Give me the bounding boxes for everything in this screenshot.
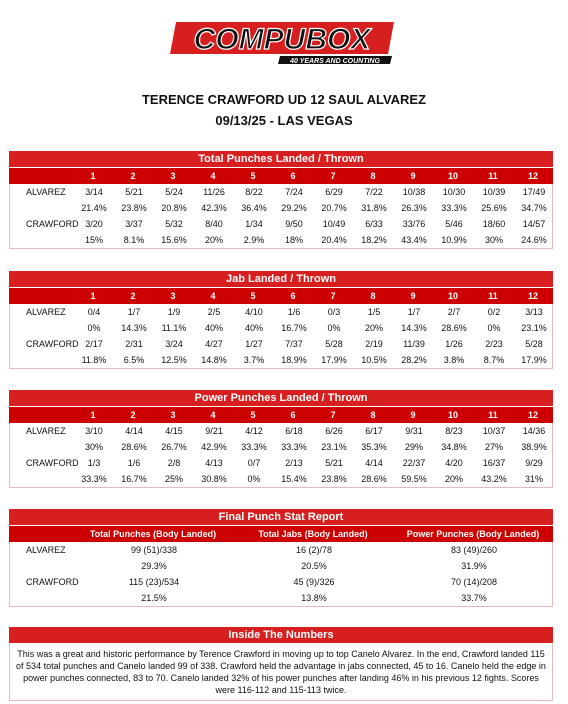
- alvarez-landed-thrown-cell: 8/22: [245, 187, 263, 197]
- round-header: [9, 288, 553, 304]
- crawford-percentage-cell: 28.2%: [401, 355, 427, 365]
- crawford-landed-thrown-cell: 7/37: [285, 339, 303, 349]
- alvarez-landed-thrown-cell: 1/7: [407, 307, 421, 317]
- crawford-percentage-cell: 21.5%: [141, 593, 167, 603]
- alvarez-percentage-cell: 26.3%: [401, 203, 427, 213]
- round-header-11: 11: [488, 291, 498, 301]
- round-header-3: 3: [170, 171, 176, 181]
- crawford-landed-thrown-cell: 4/20: [445, 458, 463, 468]
- crawford-landed-thrown-cell: 33/76: [402, 219, 426, 229]
- alvarez-landed-thrown-cell: 1/7: [127, 307, 141, 317]
- crawford-landed-thrown-cell: 3/20: [85, 219, 103, 229]
- final-report-section: [9, 509, 553, 607]
- alvarez-landed-thrown-cell: 1/5: [367, 307, 381, 317]
- crawford-landed-thrown-cell: 4/27: [205, 339, 223, 349]
- fighter-name-alvarez: ALVAREZ: [26, 307, 66, 317]
- crawford-landed-thrown-cell: 5/32: [165, 219, 183, 229]
- table-row: [10, 184, 554, 200]
- round-header-7: 7: [330, 171, 336, 181]
- fighter-name-crawford: CRAWFORD: [26, 339, 79, 349]
- crawford-percentage-cell: 20%: [204, 235, 223, 245]
- fighter-name-spacer: [10, 320, 74, 336]
- alvarez-percentage-cell: 14.3%: [121, 323, 147, 333]
- crawford-landed-thrown-cell: 2/8: [167, 458, 181, 468]
- crawford-landed-thrown-cell: 115 (23)/534: [128, 577, 180, 587]
- crawford-percentage-cell: 3.7%: [243, 355, 265, 365]
- round-header-12: 12: [527, 410, 538, 420]
- alvarez-landed-thrown-cell: 10/37: [482, 426, 506, 436]
- crawford-percentage-cell: 12.5%: [161, 355, 187, 365]
- alvarez-landed-thrown-cell: 4/15: [165, 426, 183, 436]
- alvarez-percentage-cell: 29.2%: [281, 203, 307, 213]
- crawford-landed-thrown-cell: 10/49: [322, 219, 346, 229]
- fighter-name-crawford: CRAWFORD: [26, 458, 79, 468]
- table-row: [10, 590, 554, 606]
- alvarez-landed-thrown-cell: 10/39: [482, 187, 506, 197]
- alvarez-landed-thrown-cell: 4/12: [245, 426, 263, 436]
- alvarez-percentage-cell: 40%: [204, 323, 223, 333]
- inside-numbers-text: This was a great and historic performance by Terence Crawford in moving up to top Canelo Alvarez. In the end, Crawford landed 115 of 534 total punches and Canelo landed 99 of 338. Crawford held the advantage in jabs connected, 45 to 16. Canelo held the edge in power punches connected, 83 to 70. Canelo landed 32% of his power punches after landing 46% in his previous 12 fights. Scores were 116-112 and 115-113 twice.: [16, 649, 546, 695]
- crawford-percentage-cell: 25%: [164, 474, 183, 484]
- crawford-percentage-cell: 8.7%: [483, 355, 505, 365]
- alvarez-percentage-cell: 21.4%: [81, 203, 107, 213]
- crawford-percentage-cell: 31%: [524, 474, 543, 484]
- crawford-landed-thrown-cell: 5/21: [325, 458, 343, 468]
- final-report-table: [10, 542, 554, 606]
- table-row: [10, 455, 554, 471]
- alvarez-landed-thrown-cell: 7/22: [365, 187, 383, 197]
- crawford-landed-thrown-cell: 4/13: [205, 458, 223, 468]
- alvarez-percentage-cell: 28.6%: [121, 442, 147, 452]
- alvarez-percentage-cell: 35.3%: [361, 442, 387, 452]
- round-header-3: 3: [170, 291, 176, 301]
- alvarez-percentage-cell: 14.3%: [401, 323, 427, 333]
- table-row: [10, 336, 554, 352]
- crawford-percentage-cell: 24.6%: [521, 235, 547, 245]
- round-header-9: 9: [410, 171, 416, 181]
- round-header-10: 10: [447, 291, 458, 301]
- round-header-6: 6: [290, 291, 296, 301]
- table-row: [10, 574, 554, 590]
- inside-numbers-title: Inside The Numbers: [9, 627, 553, 644]
- round-header-9: 9: [410, 410, 416, 420]
- table-row: [10, 232, 554, 248]
- alvarez-percentage-cell: 33.3%: [281, 442, 307, 452]
- final-report-header: [9, 526, 553, 542]
- round-header-8: 8: [370, 291, 376, 301]
- alvarez-percentage-cell: 26.7%: [161, 442, 187, 452]
- alvarez-landed-thrown-cell: 83 (49)/260: [450, 545, 498, 555]
- final-col-power: Power Punches (Body Landed): [406, 529, 540, 539]
- final-col-jabs: Total Jabs (Body Landed): [258, 529, 368, 539]
- alvarez-landed-thrown-cell: 0/3: [327, 307, 341, 317]
- round-header-2: 2: [130, 410, 136, 420]
- alvarez-landed-thrown-cell: 0/4: [87, 307, 101, 317]
- alvarez-landed-thrown-cell: 6/26: [325, 426, 343, 436]
- alvarez-percentage-cell: 20.5%: [301, 561, 327, 571]
- alvarez-landed-thrown-cell: 3/10: [85, 426, 103, 436]
- alvarez-percentage-cell: 0%: [487, 323, 501, 333]
- alvarez-landed-thrown-cell: 2/5: [207, 307, 221, 317]
- round-header-7: 7: [330, 291, 336, 301]
- round-header-1: 1: [90, 171, 96, 181]
- crawford-percentage-cell: 6.5%: [123, 355, 145, 365]
- round-header-2: 2: [130, 291, 136, 301]
- table-row: [10, 216, 554, 232]
- alvarez-percentage-cell: 16.7%: [281, 323, 307, 333]
- crawford-percentage-cell: 2.9%: [243, 235, 265, 245]
- crawford-landed-thrown-cell: 1/26: [445, 339, 463, 349]
- crawford-landed-thrown-cell: 9/29: [525, 458, 543, 468]
- round-header-6: 6: [290, 171, 296, 181]
- round-header-1: 1: [90, 410, 96, 420]
- crawford-landed-thrown-cell: 9/50: [285, 219, 303, 229]
- table-row: [10, 542, 554, 558]
- crawford-percentage-cell: 17.9%: [521, 355, 547, 365]
- fighter-name-crawford: CRAWFORD: [26, 577, 79, 587]
- crawford-percentage-cell: 59.5%: [401, 474, 427, 484]
- alvarez-landed-thrown-cell: 3/14: [85, 187, 103, 197]
- crawford-landed-thrown-cell: 5/28: [525, 339, 543, 349]
- crawford-landed-thrown-cell: 5/46: [445, 219, 463, 229]
- alvarez-landed-thrown-cell: 5/24: [165, 187, 183, 197]
- round-header-8: 8: [370, 410, 376, 420]
- alvarez-percentage-cell: 25.6%: [481, 203, 507, 213]
- crawford-percentage-cell: 23.8%: [321, 474, 347, 484]
- fighter-name-spacer: [10, 471, 74, 487]
- crawford-landed-thrown-cell: 1/3: [87, 458, 101, 468]
- crawford-percentage-cell: 14.8%: [201, 355, 227, 365]
- alvarez-landed-thrown-cell: 99 (51)/338: [130, 545, 178, 555]
- fighter-name-spacer: [10, 232, 74, 248]
- crawford-landed-thrown-cell: 0/7: [247, 458, 261, 468]
- round-header-5: 5: [250, 171, 256, 181]
- alvarez-percentage-cell: 27%: [484, 442, 503, 452]
- table-row: [10, 352, 554, 368]
- crawford-percentage-cell: 15.6%: [161, 235, 187, 245]
- logo-brand: COMPUBOX: [193, 23, 371, 56]
- alvarez-percentage-cell: 33.3%: [441, 203, 467, 213]
- crawford-landed-thrown-cell: 1/34: [245, 219, 263, 229]
- fighter-name-crawford: CRAWFORD: [26, 219, 79, 229]
- crawford-landed-thrown-cell: 6/33: [365, 219, 383, 229]
- crawford-percentage-cell: 16.7%: [121, 474, 147, 484]
- crawford-percentage-cell: 15%: [84, 235, 103, 245]
- fighter-name-spacer: [10, 590, 74, 606]
- crawford-percentage-cell: 8.1%: [123, 235, 145, 245]
- alvarez-landed-thrown-cell: 10/38: [402, 187, 426, 197]
- crawford-percentage-cell: 28.6%: [361, 474, 387, 484]
- crawford-percentage-cell: 13.8%: [301, 593, 327, 603]
- alvarez-percentage-cell: 28.6%: [441, 323, 467, 333]
- crawford-landed-thrown-cell: 8/40: [205, 219, 223, 229]
- fighter-name-spacer: [10, 558, 74, 574]
- crawford-percentage-cell: 18.9%: [281, 355, 307, 365]
- power-table: [10, 423, 554, 487]
- alvarez-landed-thrown-cell: 6/18: [285, 426, 303, 436]
- alvarez-percentage-cell: 40%: [244, 323, 263, 333]
- power-section: [9, 390, 553, 488]
- crawford-percentage-cell: 43.4%: [401, 235, 427, 245]
- crawford-percentage-cell: 33.7%: [461, 593, 487, 603]
- alvarez-percentage-cell: 0%: [327, 323, 341, 333]
- alvarez-percentage-cell: 0%: [87, 323, 101, 333]
- alvarez-percentage-cell: 30%: [84, 442, 103, 452]
- round-header-11: 11: [488, 171, 498, 181]
- crawford-percentage-cell: 17.9%: [321, 355, 347, 365]
- alvarez-landed-thrown-cell: 9/21: [205, 426, 223, 436]
- crawford-percentage-cell: 18%: [284, 235, 303, 245]
- round-header-10: 10: [447, 171, 458, 181]
- final-report-title: Final Punch Stat Report: [9, 509, 553, 526]
- inside-numbers-section: [9, 627, 553, 701]
- alvarez-landed-thrown-cell: 5/21: [125, 187, 143, 197]
- round-header: [9, 168, 553, 184]
- fighter-name-alvarez: ALVAREZ: [26, 545, 66, 555]
- round-header: [9, 407, 553, 423]
- crawford-landed-thrown-cell: 11/39: [403, 339, 425, 349]
- total-punches-table: [10, 184, 554, 248]
- crawford-landed-thrown-cell: 18/60: [482, 219, 506, 229]
- round-header-2: 2: [130, 171, 136, 181]
- fight-title: TERENCE CRAWFORD UD 12 SAUL ALVAREZ: [141, 92, 427, 107]
- alvarez-percentage-cell: 29.3%: [141, 561, 167, 571]
- alvarez-landed-thrown-cell: 6/17: [365, 426, 383, 436]
- crawford-percentage-cell: 10.9%: [441, 235, 467, 245]
- alvarez-landed-thrown-cell: 16 (2)/78: [295, 545, 333, 555]
- round-header-9: 9: [410, 291, 416, 301]
- alvarez-percentage-cell: 33.3%: [241, 442, 267, 452]
- final-col-total: Total Punches (Body Landed): [89, 529, 217, 539]
- alvarez-percentage-cell: 36.4%: [241, 203, 267, 213]
- alvarez-percentage-cell: 38.9%: [521, 442, 547, 452]
- alvarez-percentage-cell: 31.9%: [461, 561, 487, 571]
- alvarez-landed-thrown-cell: 7/24: [285, 187, 303, 197]
- crawford-percentage-cell: 20%: [444, 474, 463, 484]
- alvarez-landed-thrown-cell: 2/7: [447, 307, 461, 317]
- alvarez-landed-thrown-cell: 14/36: [522, 426, 546, 436]
- table-row: [10, 558, 554, 574]
- table-row: [10, 320, 554, 336]
- round-header-4: 4: [210, 410, 216, 420]
- power-title: Power Punches Landed / Thrown: [9, 390, 553, 407]
- fight-date-venue: 09/13/25 - LAS VEGAS: [215, 113, 353, 128]
- alvarez-percentage-cell: 23.8%: [121, 203, 147, 213]
- table-row: [10, 304, 554, 320]
- crawford-percentage-cell: 18.2%: [361, 235, 387, 245]
- crawford-percentage-cell: 10.5%: [361, 355, 387, 365]
- crawford-percentage-cell: 30%: [484, 235, 503, 245]
- crawford-landed-thrown-cell: 1/6: [127, 458, 141, 468]
- alvarez-landed-thrown-cell: 1/6: [287, 307, 301, 317]
- alvarez-percentage-cell: 20%: [364, 323, 383, 333]
- alvarez-landed-thrown-cell: 9/31: [405, 426, 423, 436]
- crawford-landed-thrown-cell: 2/19: [365, 339, 383, 349]
- crawford-percentage-cell: 15.4%: [281, 474, 307, 484]
- round-header-12: 12: [527, 171, 538, 181]
- alvarez-landed-thrown-cell: 17/49: [522, 187, 546, 197]
- alvarez-percentage-cell: 42.9%: [201, 442, 227, 452]
- crawford-percentage-cell: 30.8%: [201, 474, 227, 484]
- alvarez-landed-thrown-cell: 11/26: [203, 187, 225, 197]
- jab-table: [10, 304, 554, 368]
- alvarez-landed-thrown-cell: 3/13: [525, 307, 543, 317]
- alvarez-percentage-cell: 23.1%: [521, 323, 547, 333]
- alvarez-percentage-cell: 42.3%: [201, 203, 227, 213]
- crawford-landed-thrown-cell: 5/28: [325, 339, 343, 349]
- crawford-percentage-cell: 20.4%: [321, 235, 347, 245]
- fighter-name-spacer: [10, 352, 74, 368]
- compubox-logo: [170, 16, 400, 68]
- total-punches-section: [9, 151, 553, 249]
- alvarez-percentage-cell: 29%: [404, 442, 423, 452]
- fighter-name-spacer: [10, 200, 74, 216]
- jab-section: [9, 271, 553, 369]
- round-header-7: 7: [330, 410, 336, 420]
- table-row: [10, 200, 554, 216]
- round-header-5: 5: [250, 410, 256, 420]
- round-header-10: 10: [447, 410, 458, 420]
- round-header-5: 5: [250, 291, 256, 301]
- crawford-landed-thrown-cell: 2/17: [85, 339, 103, 349]
- table-row: [10, 471, 554, 487]
- crawford-percentage-cell: 43.2%: [481, 474, 507, 484]
- alvarez-landed-thrown-cell: 8/23: [445, 426, 463, 436]
- crawford-percentage-cell: 0%: [247, 474, 261, 484]
- round-header-1: 1: [90, 291, 96, 301]
- crawford-percentage-cell: 11.8%: [81, 355, 107, 365]
- alvarez-percentage-cell: 31.8%: [361, 203, 387, 213]
- crawford-landed-thrown-cell: 14/57: [522, 219, 546, 229]
- crawford-landed-thrown-cell: 45 (9)/326: [293, 577, 335, 587]
- fighter-name-alvarez: ALVAREZ: [26, 187, 66, 197]
- total-punches-title: Total Punches Landed / Thrown: [9, 151, 553, 168]
- crawford-landed-thrown-cell: 70 (14)/208: [450, 577, 498, 587]
- round-header-12: 12: [527, 291, 538, 301]
- alvarez-landed-thrown-cell: 4/14: [125, 426, 143, 436]
- crawford-landed-thrown-cell: 16/37: [482, 458, 506, 468]
- table-row: [10, 439, 554, 455]
- crawford-landed-thrown-cell: 2/13: [285, 458, 303, 468]
- alvarez-percentage-cell: 34.8%: [441, 442, 467, 452]
- crawford-landed-thrown-cell: 1/27: [245, 339, 263, 349]
- alvarez-landed-thrown-cell: 1/9: [167, 307, 181, 317]
- crawford-percentage-cell: 33.3%: [81, 474, 107, 484]
- table-row: [10, 423, 554, 439]
- crawford-landed-thrown-cell: 3/37: [125, 219, 143, 229]
- crawford-landed-thrown-cell: 3/24: [165, 339, 183, 349]
- crawford-landed-thrown-cell: 4/14: [365, 458, 383, 468]
- alvarez-percentage-cell: 20.8%: [161, 203, 187, 213]
- crawford-landed-thrown-cell: 2/31: [125, 339, 143, 349]
- alvarez-landed-thrown-cell: 6/29: [325, 187, 343, 197]
- round-header-3: 3: [170, 410, 176, 420]
- alvarez-percentage-cell: 34.7%: [521, 203, 547, 213]
- alvarez-landed-thrown-cell: 10/30: [442, 187, 466, 197]
- round-header-8: 8: [370, 171, 376, 181]
- alvarez-percentage-cell: 20.7%: [321, 203, 347, 213]
- round-header-4: 4: [210, 291, 216, 301]
- round-header-4: 4: [210, 171, 216, 181]
- crawford-landed-thrown-cell: 22/37: [402, 458, 426, 468]
- alvarez-percentage-cell: 23.1%: [321, 442, 347, 452]
- crawford-percentage-cell: 3.8%: [443, 355, 465, 365]
- alvarez-landed-thrown-cell: 4/10: [245, 307, 263, 317]
- crawford-landed-thrown-cell: 2/23: [485, 339, 503, 349]
- fighter-name-spacer: [10, 439, 74, 455]
- alvarez-percentage-cell: 11.1%: [161, 323, 187, 333]
- logo-tagline: 40 YEARS AND COUNTING: [290, 58, 380, 65]
- round-header-6: 6: [290, 410, 296, 420]
- jab-title: Jab Landed / Thrown: [9, 271, 553, 288]
- alvarez-landed-thrown-cell: 0/2: [487, 307, 501, 317]
- round-header-11: 11: [488, 410, 498, 420]
- fighter-name-alvarez: ALVAREZ: [26, 426, 66, 436]
